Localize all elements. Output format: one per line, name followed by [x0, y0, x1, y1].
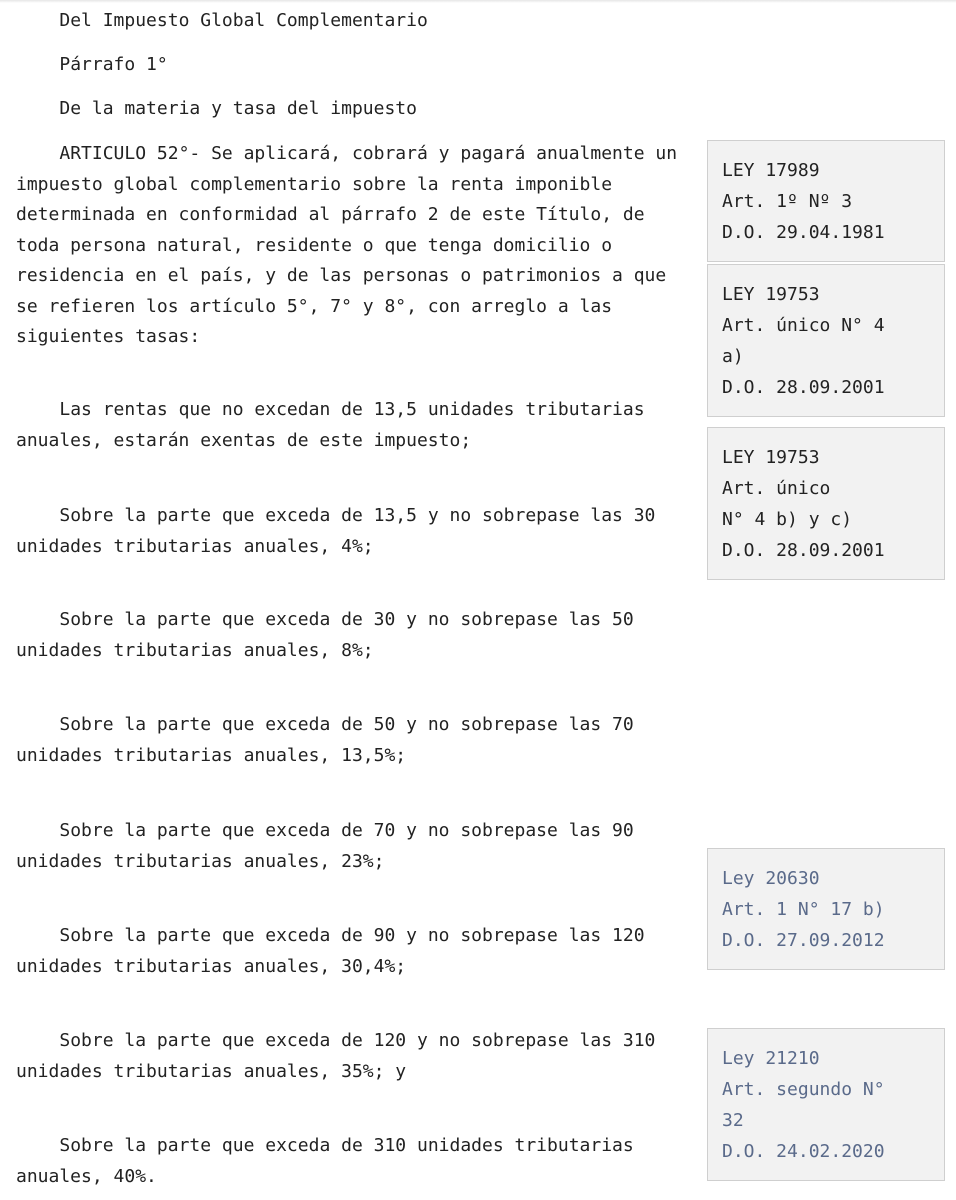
- margin-note-ley-20630-link[interactable]: [707, 848, 945, 970]
- note-line: D.O. 28.09.2001: [722, 540, 885, 561]
- note-line[interactable]: Art. 1 N° 17 b): [722, 899, 885, 920]
- note-line: LEY 19753: [722, 284, 820, 305]
- note-line: Art. único: [722, 478, 831, 499]
- rate-bracket-30-4-text: Sobre la parte que exceda de 90 y no sobrepase las 120 unidades tributarias anuales, 30,4%;: [16, 925, 656, 977]
- top-divider: [0, 0, 956, 3]
- note-line: LEY 17989: [722, 160, 820, 181]
- margin-note-ley-19753-a: [707, 264, 945, 417]
- article-52-text: ARTICULO 52°- Se aplicará, cobrará y pagará anualmente un impuesto global complementario sobre la renta imponible determinada en conformidad al párrafo 2 de este Título, de toda persona natural, residente o que tenga domicilio o residencia en el país, y de las personas o patrimonios a que se refieren los artículo 5°, 7° y 8°, con arreglo a las siguientes tasas:: [16, 143, 688, 347]
- section-heading: Del Impuesto Global Complementario: [16, 10, 428, 31]
- note-line: Art. único N° 4: [722, 315, 885, 336]
- note-line: LEY 19753: [722, 447, 820, 468]
- rate-bracket-4-text: Sobre la parte que exceda de 13,5 y no sobrepase las 30 unidades tributarias anuales, 4%;: [16, 505, 667, 557]
- rate-bracket-8-text: Sobre la parte que exceda de 30 y no sobrepase las 50 unidades tributarias anuales, 8%;: [16, 609, 645, 661]
- note-line: Art. 1º Nº 3: [722, 191, 853, 212]
- note-line[interactable]: Ley 20630: [722, 868, 820, 889]
- note-line: D.O. 28.09.2001: [722, 377, 885, 398]
- note-line[interactable]: 32: [722, 1110, 744, 1131]
- note-line[interactable]: Ley 21210: [722, 1048, 820, 1069]
- note-line[interactable]: D.O. 24.02.2020: [722, 1141, 885, 1162]
- note-line: D.O. 29.04.1981: [722, 222, 885, 243]
- rate-bracket-35-text: Sobre la parte que exceda de 120 y no sobrepase las 310 unidades tributarias anuales, 35%; y: [16, 1030, 667, 1082]
- margin-note-ley-17989: [707, 140, 945, 262]
- note-line: a): [722, 346, 744, 367]
- note-line[interactable]: Art. segundo N°: [722, 1079, 885, 1100]
- paragraph-heading: Párrafo 1°: [16, 54, 168, 75]
- margin-note-ley-21210-link[interactable]: [707, 1028, 945, 1181]
- rate-bracket-40-text: Sobre la parte que exceda de 310 unidades tributarias anuales, 40%.: [16, 1135, 645, 1187]
- rate-bracket-13-5-text: Sobre la parte que exceda de 50 y no sobrepase las 70 unidades tributarias anuales, 13,5%;: [16, 714, 645, 766]
- margin-note-ley-19753-bc: [707, 427, 945, 580]
- rate-bracket-23-text: Sobre la parte que exceda de 70 y no sobrepase las 90 unidades tributarias anuales, 23%;: [16, 820, 645, 872]
- note-line[interactable]: D.O. 27.09.2012: [722, 930, 885, 951]
- subject-heading: De la materia y tasa del impuesto: [16, 98, 417, 119]
- note-line: N° 4 b) y c): [722, 509, 853, 530]
- rate-exempt-text: Las rentas que no excedan de 13,5 unidades tributarias anuales, estarán exentas de este impuesto;: [16, 399, 656, 451]
